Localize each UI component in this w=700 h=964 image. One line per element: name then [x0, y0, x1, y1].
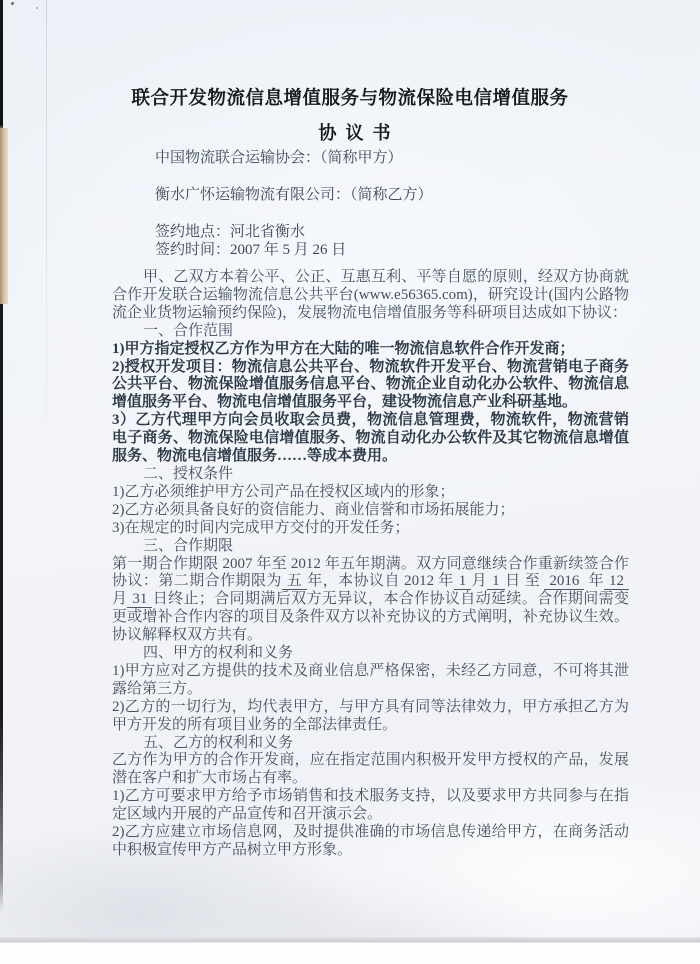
text-run: 日 至	[504, 573, 545, 590]
scan-background	[0, 943, 700, 964]
text-run: 年	[584, 573, 604, 590]
text-run: 乙方作为甲方的合作开发商，应在指定范围内积极开发甲方授权的产品，发展潜在客户和扩大市场占有率。	[112, 752, 629, 787]
party-b-line: 衡水广怀运输物流有限公司：（简称乙方）	[155, 187, 433, 203]
doc-paragraph	[112, 341, 629, 359]
text-run: 月	[112, 591, 128, 608]
doc-paragraph	[112, 520, 629, 538]
section-heading	[112, 538, 629, 556]
filled-blank: 1	[454, 573, 472, 590]
text-run: 五、乙方的权利和义务	[143, 734, 294, 751]
sign-place-line: 签约地点：河北省衡水	[155, 224, 306, 240]
doc-title-line1: 联合开发物流信息增值服务与物流保险电信增值服务	[131, 89, 569, 109]
doc-title-line2: 协议书	[318, 123, 400, 143]
text-run: 1)乙方必须维护甲方公司产品在授权区域内的形象；	[112, 483, 455, 500]
section-heading	[112, 323, 629, 341]
filled-blank: 31	[127, 591, 152, 608]
text-run: 年，本协议自 2012 年	[307, 573, 454, 590]
doc-paragraph	[112, 556, 629, 646]
section-heading	[112, 735, 629, 753]
text-run: 3)在规定的时间内完成甲方交付的开发任务；	[112, 519, 410, 536]
doc-body	[112, 269, 629, 860]
paper-edge-line	[46, 0, 47, 420]
party-a-line: 中国物流联合运输协会：（简称甲方）	[155, 150, 403, 166]
doc-paragraph	[112, 752, 629, 788]
text-run: 3）乙方代理甲方向会员收取会员费，物流信息管理费，物流软件，物流营销电子商务、物流保险电信增值服务、物流自动化办公软件及其它物流信息增值服务、物流电信增值服务……等成本费用。	[112, 412, 629, 465]
text-run: 四、甲方的权利和义务	[143, 645, 294, 662]
sign-time-line: 签约时间：2007 年 5 月 26 日	[155, 242, 347, 258]
section-heading	[112, 645, 629, 663]
doc-paragraph	[112, 824, 629, 860]
doc-paragraph	[112, 269, 629, 323]
filled-blank: 五	[282, 573, 307, 590]
filled-blank: 1	[487, 573, 505, 590]
text-run: 2)授权开发项目：物流信息公共平台、物流软件开发平台、物流营销电子商务公共平台、物流保险增值服务信息平台、物流企业自动化办公软件、物流信息增值服务平台、物流电信增值服务平台，建设物流信息产业科研基地。	[112, 358, 629, 411]
text-run: 月	[471, 573, 488, 590]
text-run: 1)甲方应对乙方提供的技术及商业信息严格保密，未经乙方同意，不可将其泄露给第三方。	[112, 662, 629, 697]
text-run: 日终止；合同期满后双方无异议，本合作协议自动延续。合作期间需变更或增补合作内容的项目及条件双方以补充协议的方式阐明，补充协议生效。协议解释权双方共有。	[112, 591, 629, 644]
text-run: 2)乙方必须具备良好的资信能力、商业信誉和市场拓展能力；	[112, 501, 515, 518]
section-heading	[112, 466, 629, 484]
text-run: 三、合作期限	[143, 537, 234, 554]
doc-paragraph	[112, 663, 629, 699]
text-run: 一、合作范围	[143, 322, 234, 339]
doc-paragraph	[112, 788, 629, 824]
doc-paragraph	[112, 502, 629, 520]
filled-blank: 2016	[544, 573, 584, 590]
scan-speck	[36, 7, 38, 9]
filled-blank: 12	[604, 573, 629, 590]
text-run: 第一期合作期限 2007 年至 2012 年五年期满。双方同意继续合作重新续签合作协议：第二期合作期限为	[112, 555, 629, 590]
text-run: 甲、乙双方本着公平、公正、互惠互利、平等自愿的原则，经双方协商就合作开发联合运输物流信息公共平台(www.e56365.com)，研究设计(国内公路物流企业货物运输预约保险)，发展物流电信增值服务等科研项目达成如下协议：	[112, 269, 629, 321]
text-run: 二、授权条件	[143, 465, 234, 482]
text-run: 1)甲方指定授权乙方作为甲方在大陆的唯一物流信息软件合作开发商；	[112, 340, 575, 357]
text-run: 2)乙方应建立市场信息网，及时提供准确的市场信息传递给甲方，在商务活动中积极宣传甲方产品树立甲方形象。	[112, 824, 629, 858]
scan-speck	[11, 2, 14, 5]
doc-paragraph	[112, 412, 629, 466]
text-run: 2)乙方的一切行为，均代表甲方，与甲方具有同等法律效力，甲方承担乙方为甲方开发的所有项目业务的全部法律责任。	[112, 698, 629, 733]
doc-paragraph	[112, 699, 629, 735]
binding-tape-strip	[0, 128, 8, 304]
doc-paragraph	[112, 484, 629, 502]
text-run: 1)乙方可要求甲方给予市场销售和技术服务支持，以及要求甲方共同参与在指定区域内开展的产品宣传和召开演示会。	[112, 788, 629, 823]
doc-paragraph	[112, 359, 629, 413]
